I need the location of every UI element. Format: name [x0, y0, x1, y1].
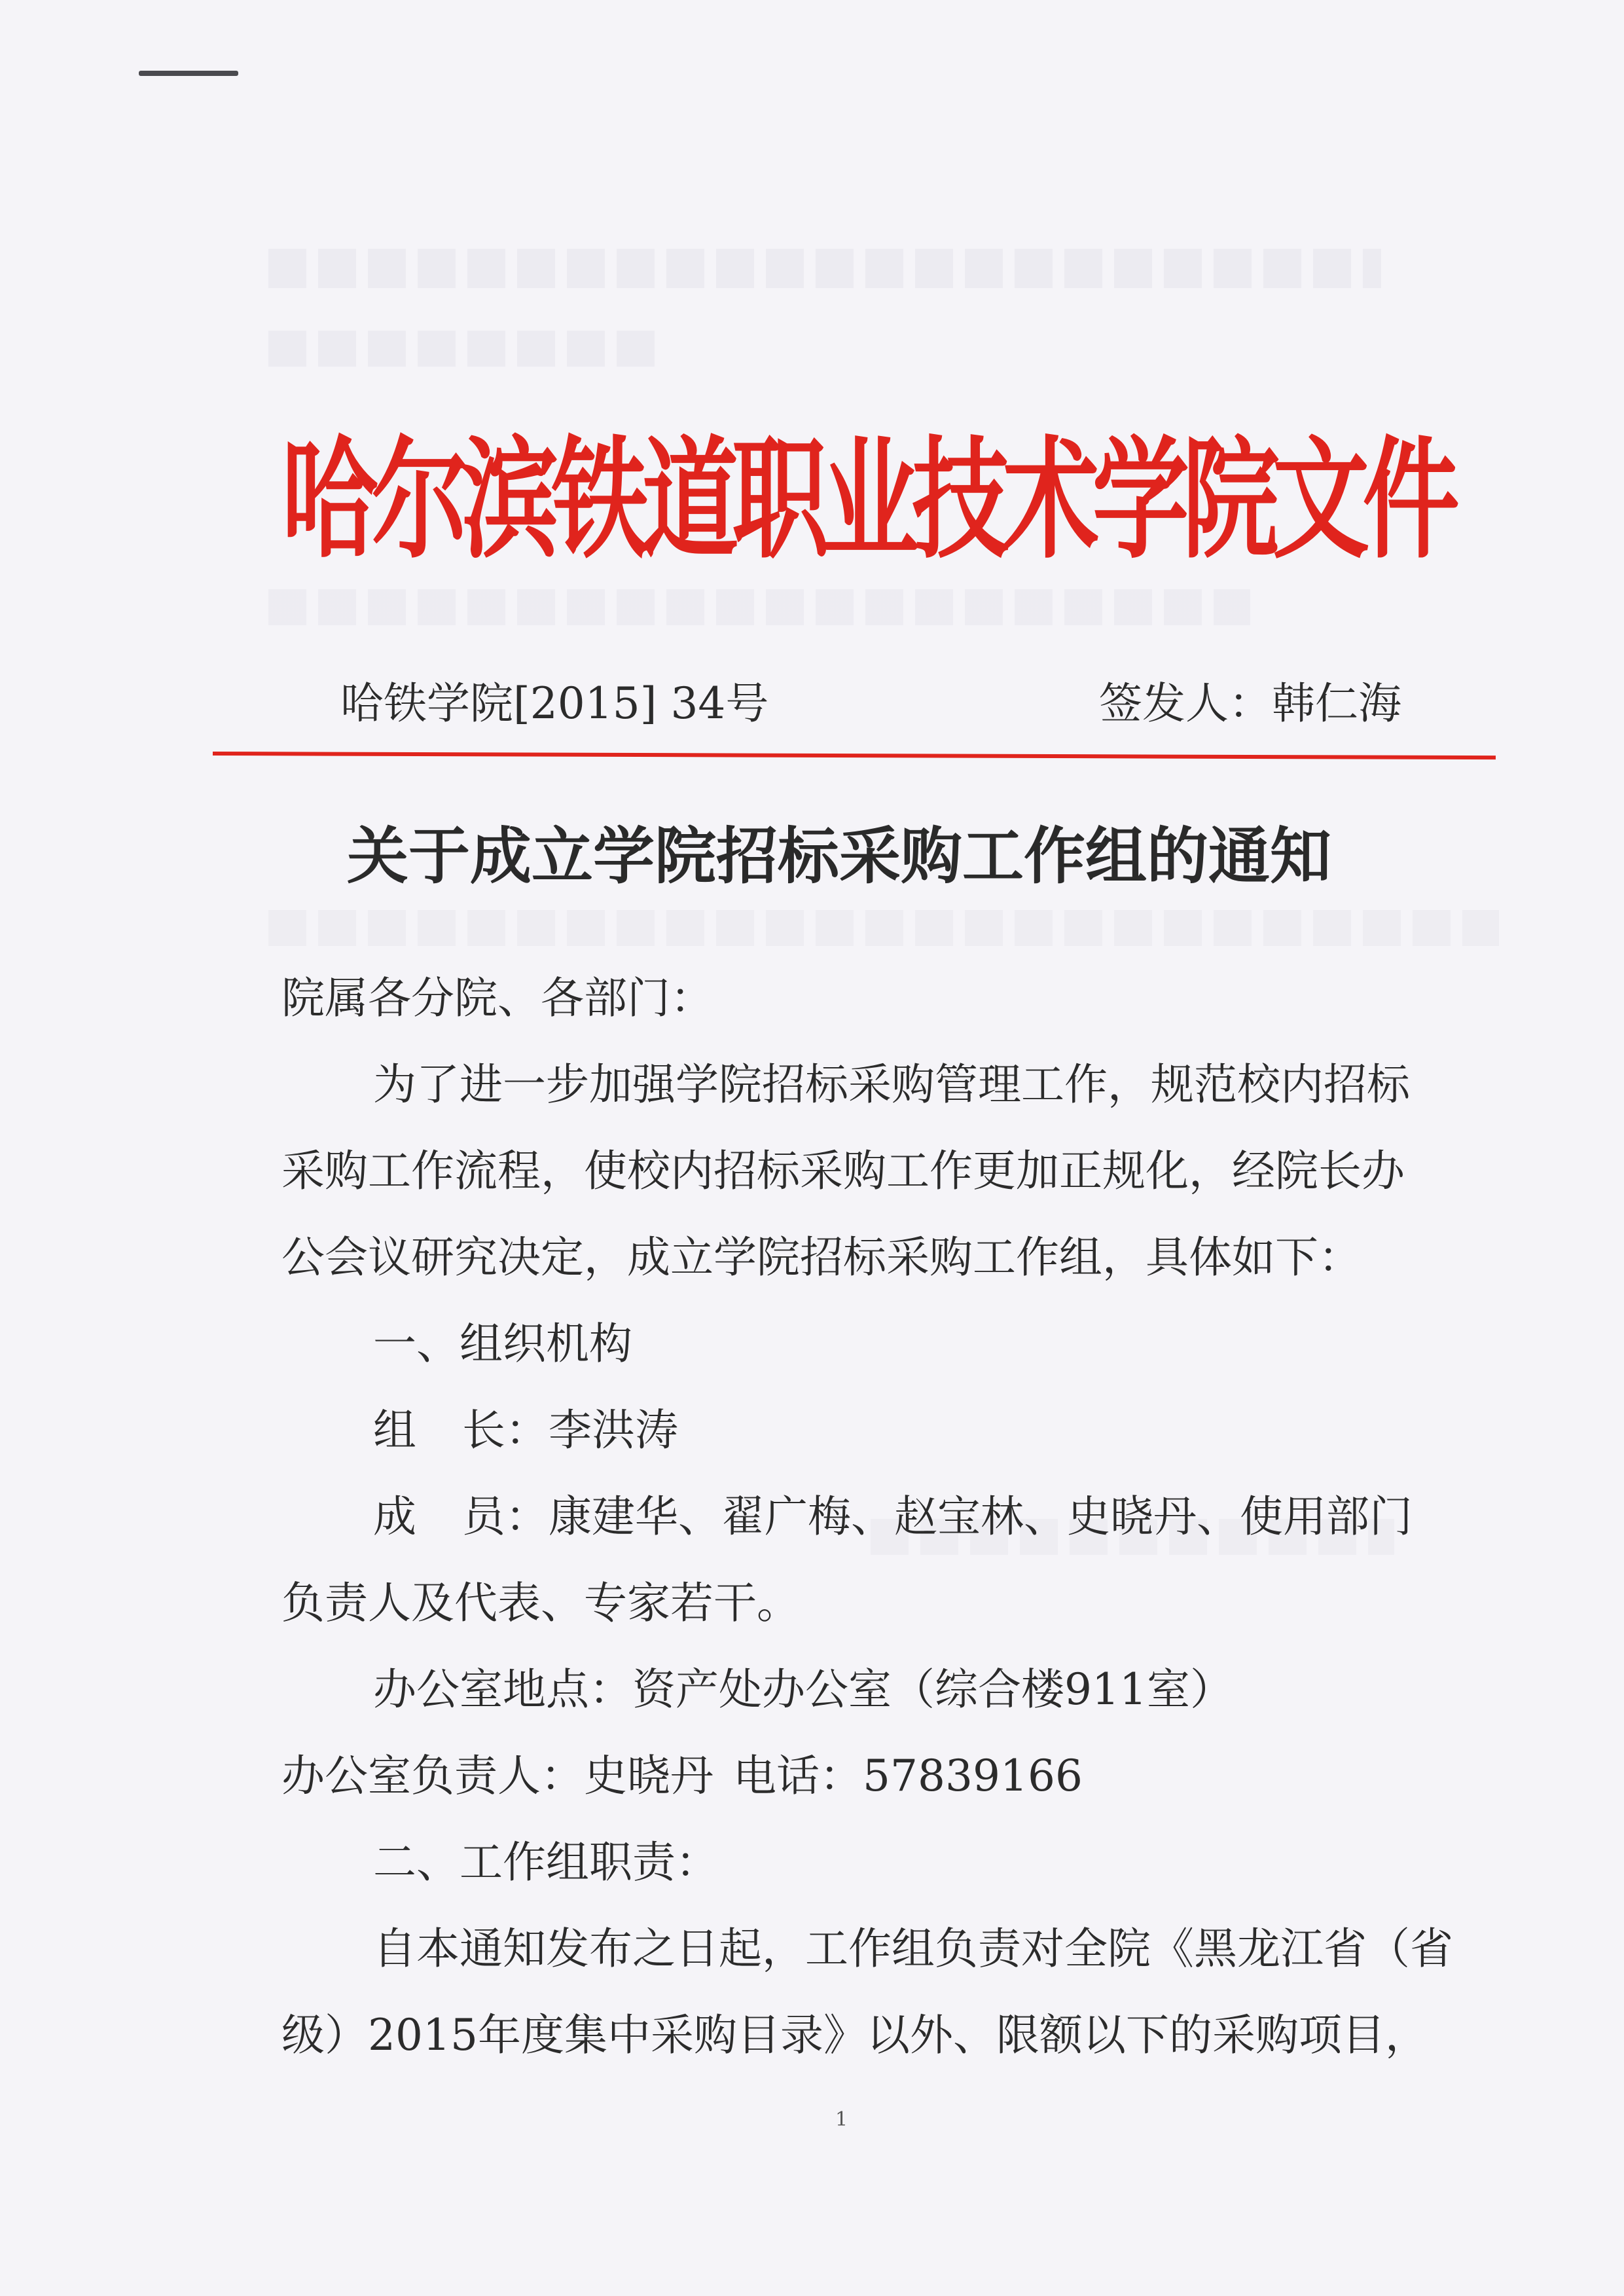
- section1-heading: 一、组织机构: [373, 1319, 632, 1369]
- office-location: 办公室地点：资产处办公室（综合楼911室）: [373, 1664, 1233, 1715]
- office-contact-line: [281, 1747, 1083, 1806]
- signer-label: 签发人：: [1099, 678, 1272, 729]
- members-continued: 负责人及代表、专家若干。: [281, 1578, 800, 1628]
- members-label-2: 员：: [462, 1491, 549, 1542]
- section2-heading: 二、工作组职责：: [373, 1837, 719, 1887]
- members-label: 成: [373, 1491, 416, 1542]
- leader-name: 李洪涛: [549, 1405, 678, 1455]
- intro-line-3: 公会议研究决定，成立学院招标采购工作组，具体如下：: [281, 1232, 1362, 1283]
- notice-title: 关于成立学院招标采购工作组的通知: [347, 820, 1332, 892]
- office-head: 办公室负责人：史晓丹: [281, 1751, 713, 1801]
- signer-name: 韩仁海: [1272, 678, 1401, 729]
- leader-label: 组: [373, 1405, 416, 1455]
- document-number: 哈铁学院[2015] 34号: [340, 678, 769, 729]
- bleed-through-text: [268, 331, 661, 367]
- page-number: 1: [835, 2108, 848, 2131]
- bleed-through-text: [268, 249, 1381, 288]
- staple-mark: [139, 71, 238, 76]
- masthead-title: 哈尔滨铁道职业技术学院文件: [281, 424, 1453, 577]
- leader-label-2: 长：: [462, 1405, 549, 1455]
- intro-line-1: 为了进一步加强学院招标采购管理工作，规范校内招标: [373, 1059, 1410, 1110]
- section2-line-1: 自本通知发布之日起，工作组负责对全院《黑龙江省（省: [373, 1923, 1453, 1974]
- red-divider-line: [213, 752, 1496, 759]
- intro-line-2: 采购工作流程，使校内招标采购工作更加正规化，经院长办: [281, 1146, 1405, 1196]
- bleed-through-text: [268, 910, 1499, 946]
- section2-line-2: 级）2015年度集中采购目录》以外、限额以下的采购项目，: [281, 2010, 1428, 2060]
- office-phone: 电话：57839166: [733, 1751, 1083, 1801]
- leader-line: [373, 1401, 678, 1460]
- members-list: 康建华、翟广梅、赵宝林、史晓丹、使用部门: [549, 1491, 1413, 1542]
- members-line: [373, 1487, 1413, 1546]
- recipients: 院属各分院、各部门：: [281, 973, 713, 1023]
- signer: [1099, 674, 1401, 733]
